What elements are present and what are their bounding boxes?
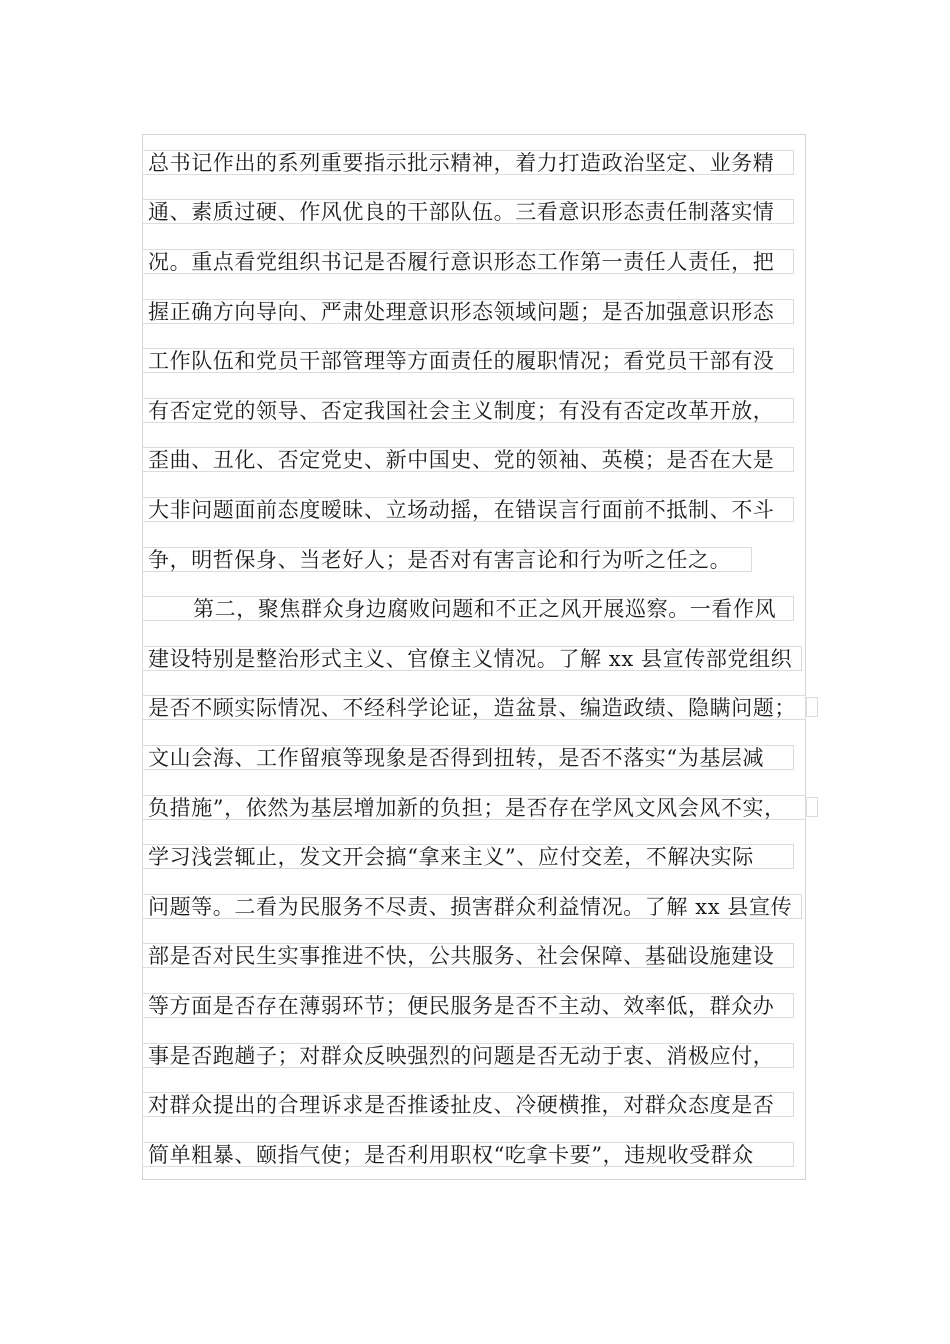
text-line: 问题等。二看为民服务不尽责、损害群众利益情况。了解 xx 县宣传 [142, 894, 802, 919]
text-line: 学习浅尝辄止，发文开会搞“拿来主义”、应付交差，不解决实际 [142, 844, 794, 869]
text-line: 部是否对民生实事推进不快，公共服务、社会保障、基础设施建设 [142, 943, 794, 968]
text-line: 是否不顾实际情况、不经科学论证，造盆景、编造政绩、隐瞒问题； [142, 695, 806, 720]
text-line: 争，明哲保身、当老好人；是否对有害言论和行为听之任之。 [142, 547, 752, 572]
text-line: 文山会海、工作留痕等现象是否得到扭转，是否不落实“为基层减 [142, 745, 794, 770]
overflow-box [806, 797, 818, 817]
text-line: 总书记作出的系列重要指示批示精神，着力打造政治坚定、业务精 [142, 150, 794, 175]
overflow-box [806, 697, 818, 717]
text-line: 等方面是否存在薄弱环节；便民服务是否不主动、效率低，群众办 [142, 993, 794, 1018]
text-line-paragraph-start: 第二，聚焦群众身边腐败问题和不正之风开展巡察。一看作风 [142, 596, 794, 621]
text-line: 有否定党的领导、否定我国社会主义制度；有没有否定改革开放， [142, 398, 794, 423]
text-line: 负措施”，依然为基层增加新的负担；是否存在学风文风会风不实， [142, 795, 806, 820]
text-line: 工作队伍和党员干部管理等方面责任的履职情况；看党员干部有没 [142, 348, 794, 373]
text-line: 大非问题面前态度暧昧、立场动摇，在错误言行面前不抵制、不斗 [142, 497, 794, 522]
text-line: 建设特别是整治形式主义、官僚主义情况。了解 xx 县宣传部党组织 [142, 646, 802, 671]
text-line: 歪曲、丑化、否定党史、新中国史、党的领袖、英模；是否在大是 [142, 447, 794, 472]
text-line: 对群众提出的合理诉求是否推诿扯皮、冷硬横推，对群众态度是否 [142, 1092, 794, 1117]
text-line: 事是否跑趟子；对群众反映强烈的问题是否无动于衷、消极应付， [142, 1043, 794, 1068]
text-line: 简单粗暴、颐指气使；是否利用职权“吃拿卡要”，违规收受群众 [142, 1142, 794, 1167]
text-line: 通、素质过硬、作风优良的干部队伍。三看意识形态责任制落实情 [142, 199, 794, 224]
text-line: 握正确方向导向、严肃处理意识形态领域问题；是否加强意识形态 [142, 299, 794, 324]
text-line: 况。重点看党组织书记是否履行意识形态工作第一责任人责任，把 [142, 249, 794, 274]
